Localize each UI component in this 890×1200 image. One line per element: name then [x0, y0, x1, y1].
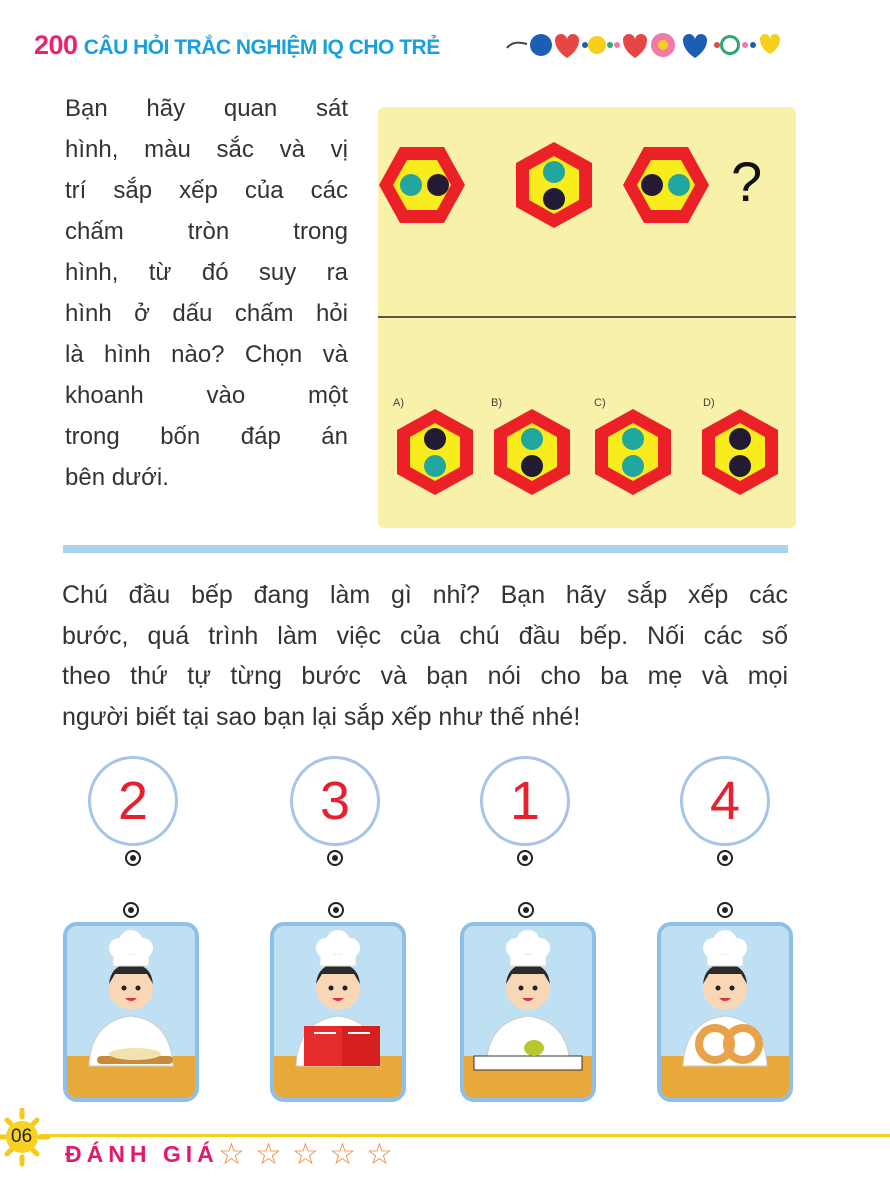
connect-dot-top[interactable] — [717, 850, 733, 866]
text-line: chấm tròn trong — [65, 218, 348, 245]
text-line: Bạn hãy quan sát — [65, 95, 348, 122]
option-a-label: A) — [393, 397, 404, 409]
text-line: khoanh vào một — [65, 382, 348, 409]
rating-star-icon[interactable]: ☆ — [292, 1138, 319, 1171]
chef-card-chef-washing-vegetables — [460, 922, 596, 1102]
option-d-hexagon[interactable] — [702, 409, 778, 495]
hexagon-1 — [379, 147, 465, 223]
step-number-circle: 4 — [680, 756, 770, 846]
option-b-label: B) — [491, 397, 502, 409]
chef-card-chef-reading-recipe — [270, 922, 406, 1102]
page-number: 06 — [11, 1126, 33, 1147]
text-line: trí sắp xếp của các — [65, 177, 348, 204]
chef-illustration — [67, 926, 195, 1098]
chef-card-chef-rolling-dough — [63, 922, 199, 1102]
option-b-hexagon[interactable] — [494, 409, 570, 495]
chef-illustration — [464, 926, 592, 1098]
step-number-circle: 2 — [88, 756, 178, 846]
text-line: hình, màu sắc và vị — [65, 136, 348, 163]
text-line: bước, quá trình làm việc của chú đầu bếp. Nối các số — [62, 621, 788, 650]
text-line: theo thứ tự từng bước và bạn nói cho ba mẹ và mọi — [62, 662, 788, 690]
question-2-text — [62, 575, 788, 737]
hexagon-2 — [516, 142, 592, 228]
rating-star-icon[interactable]: ☆ — [218, 1138, 245, 1171]
connect-dot-top[interactable] — [517, 850, 533, 866]
rating-star-icon[interactable]: ☆ — [366, 1138, 393, 1171]
text-line: hình ở dấu chấm hỏi — [65, 300, 348, 327]
book-title — [34, 30, 440, 61]
connect-dot-bottom[interactable] — [328, 902, 344, 918]
hexagon-3 — [623, 147, 709, 223]
question-mark: ? — [731, 150, 763, 213]
connect-dot-bottom[interactable] — [518, 902, 534, 918]
option-d-label: D) — [703, 397, 715, 409]
text-line: là hình nào? Chọn và — [65, 341, 348, 368]
rating-star-icon[interactable]: ☆ — [329, 1138, 356, 1171]
text-line: hình, từ đó suy ra — [65, 259, 348, 286]
chef-illustration — [274, 926, 402, 1098]
step-number-circle: 1 — [480, 756, 570, 846]
step-number-circle: 3 — [290, 756, 380, 846]
text-line: bên dưới. — [65, 464, 169, 491]
text-line: Chú đầu bếp đang làm gì nhỉ? Bạn hãy sắp xếp các — [62, 581, 788, 609]
text-line: trong bốn đáp án — [65, 423, 348, 450]
footer-line — [40, 1134, 890, 1137]
title-number: 200 — [34, 30, 78, 60]
rating-label: ĐÁNH GIÁ — [65, 1141, 219, 1167]
section-divider — [63, 545, 788, 553]
chef-illustration — [661, 926, 789, 1098]
beads-decoration-icon — [505, 30, 780, 60]
chef-card-chef-holding-pretzel — [657, 922, 793, 1102]
title-text: CÂU HỎI TRẮC NGHIỆM IQ CHO TRẺ — [83, 36, 440, 59]
option-a-hexagon[interactable] — [397, 409, 473, 495]
text-line: người biết tại sao bạn lại sắp xếp như thế nhé! — [62, 702, 581, 731]
question-1-text — [65, 88, 348, 498]
iq-puzzle-box — [378, 107, 796, 528]
rating-star-icon[interactable]: ☆ — [255, 1138, 282, 1171]
connect-dot-bottom[interactable] — [717, 902, 733, 918]
connect-dot-bottom[interactable] — [123, 902, 139, 918]
connect-dot-top[interactable] — [125, 850, 141, 866]
option-c-hexagon[interactable] — [595, 409, 671, 495]
connect-dot-top[interactable] — [327, 850, 343, 866]
option-c-label: C) — [594, 397, 606, 409]
